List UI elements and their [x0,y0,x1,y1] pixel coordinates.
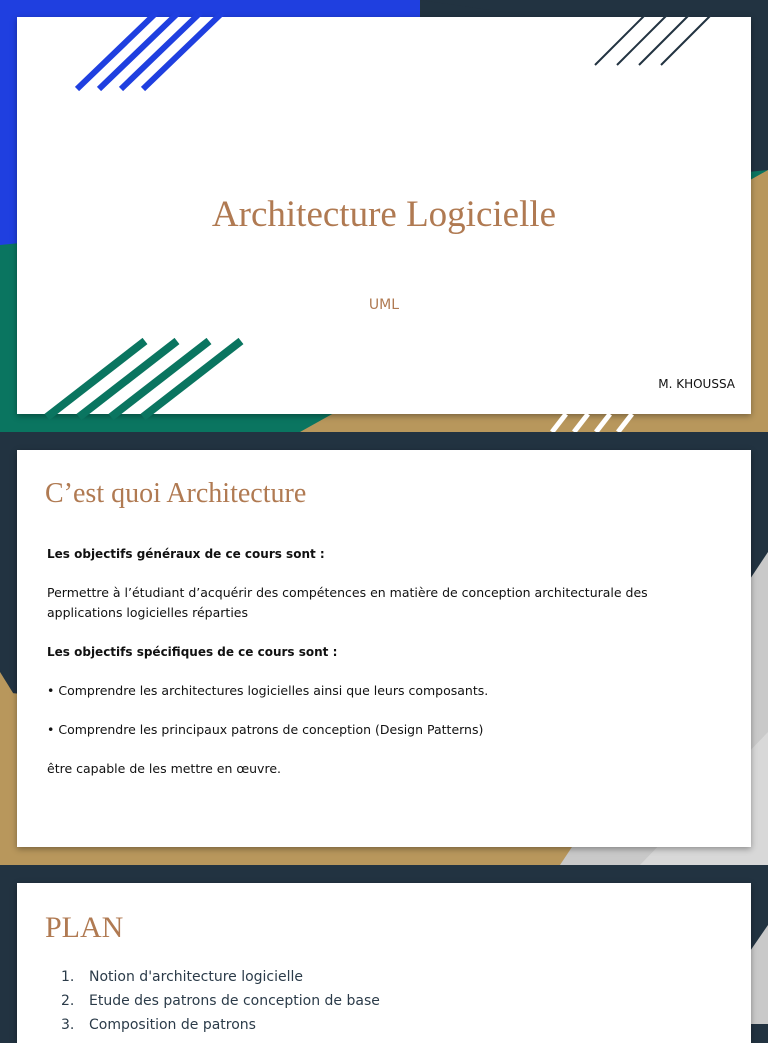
slide-title: PLAN [45,911,124,944]
plan-slide-card [17,883,751,1043]
title-slide [0,0,768,432]
white-stripes [552,414,672,432]
author-name: M. KHOUSSA [658,377,735,391]
list-item: 3. Composition de patrons [61,1017,256,1033]
plan-slide [0,865,768,1033]
title-slide-card [17,17,751,414]
list-item: 2. Etude des patrons de conception de base [61,993,380,1009]
objectives-slide [0,432,768,865]
slide-body [47,544,687,798]
presentation-title: Architecture Logicielle [211,194,557,235]
presentation-subtitle: UML [368,297,400,313]
slide-title: C’est quoi Architecture [45,478,307,509]
plan-list [61,965,380,1037]
general-objectives-heading: Les objectifs généraux de ce cours sont : [47,547,325,561]
objectives-slide-card [17,450,751,847]
closing-text: être capable de les mettre en œuvre. [47,761,281,776]
general-objectives-text: Permettre à l’étudiant d’acquérir des compétences en matière de conception architecturale des applications logicielles réparties [47,585,648,620]
list-item: 1. Notion d'architecture logicielle [61,969,304,985]
bullet-item: • Comprendre les architectures logicielles ainsi que leurs composants. [47,683,489,698]
specific-objectives-heading: Les objectifs spécifiques de ce cours sont : [47,645,338,659]
bullet-item: • Comprendre les principaux patrons de conception (Design Patterns) [47,722,484,737]
